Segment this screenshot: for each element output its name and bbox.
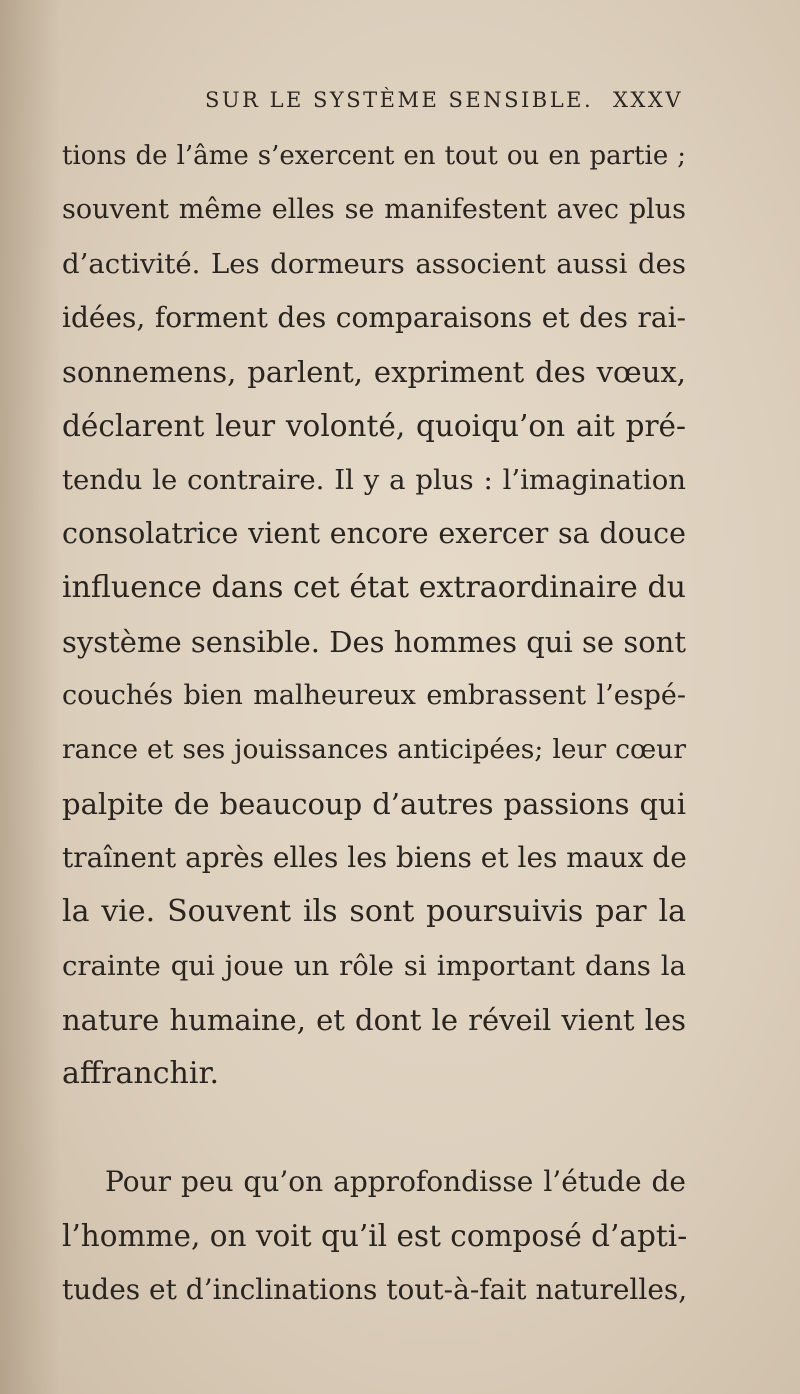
- text-line: rance et ses jouissances anticipées; leur cœur: [62, 734, 686, 765]
- text-line: tions de l’âme s’exercent en tout ou en partie ;: [62, 141, 686, 171]
- text-line: couchés bien malheureux embrassent l’espé-: [62, 680, 686, 711]
- text-line: souvent même elles se manifestent avec plus: [62, 194, 686, 225]
- text-line: affranchir.: [62, 1056, 220, 1091]
- text-line: système sensible. Des hommes qui se sont: [62, 625, 686, 659]
- text-line: traînent après elles les biens et les maux de: [62, 841, 687, 874]
- page-number: XXXV: [612, 88, 683, 112]
- text-line: crainte qui joue un rôle si important dans la: [62, 950, 686, 982]
- text-line: sonnemens, parlent, expriment des vœux,: [62, 355, 686, 389]
- text-line: tudes et d’inclinations tout-à-fait naturelles,: [62, 1273, 688, 1306]
- text-line: consolatrice vient encore exercer sa douce: [62, 517, 686, 550]
- text-line: déclarent leur volonté, quoiqu’on ait pré-: [62, 409, 686, 443]
- text-line: palpite de beaucoup d’autres passions qui: [62, 787, 686, 821]
- text-line: la vie. Souvent ils sont poursuivis par la: [62, 894, 686, 929]
- text-line: tendu le contraire. Il y a plus : l’imagination: [62, 464, 686, 496]
- running-head-title: SUR LE SYSTÈME SENSIBLE.: [205, 88, 594, 112]
- text-line: idées, forment des comparaisons et des rai-: [62, 301, 686, 334]
- text-line: l’homme, on voit qu’il est composé d’apti-: [62, 1219, 688, 1253]
- text-line: d’activité. Les dormeurs associent aussi des: [62, 248, 686, 280]
- text-line: Pour peu qu’on approfondisse l’étude de: [105, 1165, 686, 1198]
- text-line: influence dans cet état extraordinaire du: [62, 570, 686, 605]
- text-line: nature humaine, et dont le réveil vient les: [62, 1003, 686, 1037]
